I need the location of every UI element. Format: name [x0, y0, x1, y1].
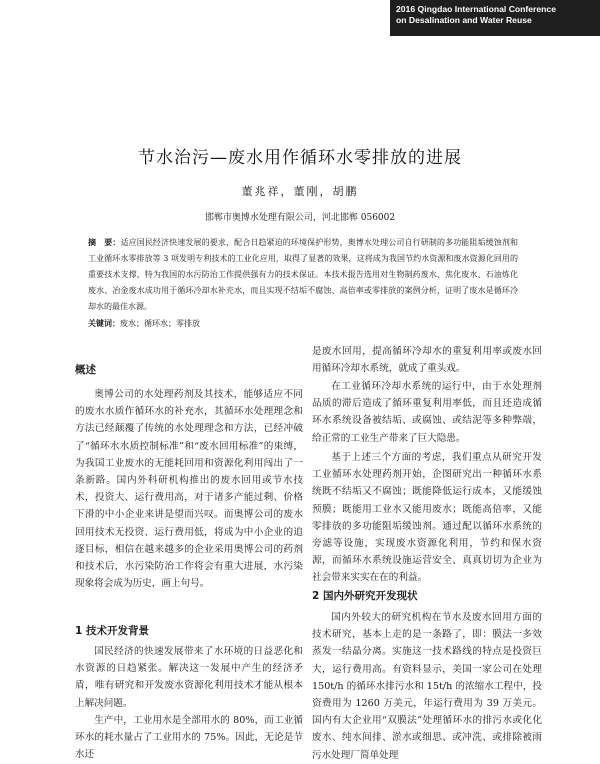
abstract-label: 摘 要： [88, 238, 121, 247]
paper-title: 节水治污—废水用作循环水零排放的进展 [138, 148, 462, 168]
section-1-paragraph-2: 生产中，工业用水是全部用水的 80%，而工业循环水的耗水量占了工业用水的 75%。因此，无论是节水还 [75, 715, 303, 761]
conference-name [396, 4, 556, 25]
continued-paragraph: 是废水回用，提高循环冷却水的重复利用率或废水回用循环冷却水系统，就成了重头戏。 [312, 346, 542, 375]
section-1-paragraph-1: 国民经济的快速发展带来了水环境的日益恶化和水资源的日趋紧张。解决这一发展中产生的经济矛盾，唯有研究和开发废水资源化利用技术才能从根本上解决问题。 [75, 646, 303, 709]
conference-line-2: on Desalination and Water Reuse [396, 14, 532, 25]
right-paragraph-2: 在工业循环冷却水系统的运行中，由于水处理剂品质的滞后造成了循环重复利用率低，而且还造成循环水系统设备被结垢、或腐蚀、或结泥等多种弊端，给正常的工业生产带来了巨大隐患。 [312, 381, 542, 444]
authors: 董兆祥，董刚，胡鹏 [241, 185, 359, 198]
conference-line-1: 2016 Qingdao International Conference [396, 4, 556, 14]
abstract-text: 适应国民经济快速发展的要求，配合日趋紧迫的环境保护形势，奥博水处理公司自行研制的多功能阻垢缓蚀剂和工业循环水零排放等 3 项发明专利技术的工业化应用，取得了显著的效果，这将成为我国节约水资源和废水资源化回用的重要技术支撑，特为我国的水污防治工作提供强有力的技术保证。本技术报告选用对生物制药废水、焦化废水、石油炼化废水、冶金废水成功用于循环冷却水补充水，而且实现不结垢不腐蚀、高倍率或零排放的案例分析，证明了废水是循环冷却水的最佳水源。 [88, 238, 519, 311]
overview-paragraph: 奥博公司的水处理药剂及其技术，能够适应不同的废水水质作循环水的补充水，其循环水处理理念和方法已经颠覆了传统的水处理理念和方法，已经冲破了“循环水水质控制标准”和“废水回用标准”的束缚，为我国工业废水的无能耗回用和资源化利用闯出了一条新路。国内外科研机构推出的废水回用或节水技术，投资大、运行费用高，对于诸多产能过剩、价格下滑的中小企业来讲是望而兴叹。而奥博公司的废水回用技术无投资、运行费用低，将成为中小企业的追逐目标，相信在越来越多的企业采用奥博公司的药剂和技术后，水污染防治工作将会有重大进展，水污染现象将会成为历史，画上句号。 [75, 389, 303, 590]
abstract [88, 235, 518, 315]
affiliation: 邯郸市奥博水处理有限公司，河北邯郸 056002 [204, 213, 396, 223]
section-2-paragraph: 国内外较大的研究机构在节水及废水回用方面的技术研究，基本上走的是一条路了，即：膜法一多效蒸发一结晶分离。实施这一技术路线的特点是投资巨大，运行费用高。有资料显示，美国一家公司在处理 150t/h 的循环水排污水和 15t/h 的浓缩水工程中，投资费用为 1260 万美元，年运行费用为 39 万美元。国内有大企业用“双膜法”处理循环水的排污水或化化废水、纯水间排、淤水或细思、或冲洗、或排除被雨污水处理厂简单处理 [312, 612, 542, 761]
section-1-heading: 1 技术开发背景 [75, 625, 149, 637]
keywords-text: 废水；循环水；零排放 [120, 319, 200, 328]
keywords-label: 关键词： [88, 319, 120, 328]
section-2-heading: 2 国内外研究开发现状 [312, 590, 418, 602]
keywords [88, 318, 518, 329]
overview-heading: 概述 [75, 364, 96, 376]
right-paragraph-3: 基于上述三个方面的考虑，我们重点从研究开发工业循环水处理药剂开始，企图研究出一种循环水系统既不结垢又不腐蚀；既能降低运行成本，又能缓蚀预膜；既能用工业水又能用废水；既能高倍率，又能零排放的多功能阻垢缓蚀剂。通过配以循环水系统的旁滤等设施，实现废水资源化利用，节约和保水资源，而循环水系统设施运营安全、真真切切为企业为社会带来实实在在的利益。 [312, 452, 542, 584]
